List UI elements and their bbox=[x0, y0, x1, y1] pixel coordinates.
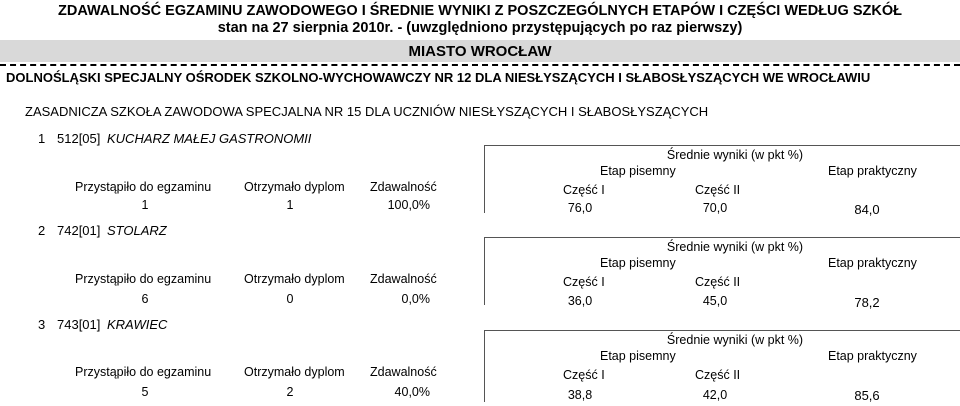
part1-label: Część I bbox=[563, 183, 605, 197]
exam-takers-label: Przystąpiło do egzaminu bbox=[75, 272, 212, 286]
part1-value: 76,0 bbox=[567, 201, 593, 215]
school-name: ZASADNICZA SZKOŁA ZAWODOWA SPECJALNA NR 15 DLA UCZNIÓW NIESŁYSZĄCYCH I SŁABOSŁYSZĄCYCH bbox=[25, 104, 709, 119]
exam-takers-value: 5 bbox=[141, 385, 149, 399]
table-divider bbox=[484, 237, 485, 305]
part2-value: 70,0 bbox=[702, 201, 728, 215]
profession-number: 2 bbox=[38, 223, 46, 238]
part1-label: Część I bbox=[563, 275, 605, 289]
pass-rate-label: Zdawalność bbox=[370, 272, 437, 286]
diplomas-label: Otrzymało dyplom bbox=[244, 272, 345, 286]
table-divider bbox=[484, 145, 960, 146]
profession-number: 1 bbox=[38, 131, 46, 146]
profession-number: 3 bbox=[38, 317, 46, 332]
written-stage-label: Etap pisemny bbox=[600, 256, 676, 270]
avg-results-label: Średnie wyniki (w pkt %) bbox=[666, 148, 804, 162]
practical-stage-label: Etap praktyczny bbox=[828, 256, 917, 270]
pass-rate-value: 100,0% bbox=[387, 198, 430, 212]
exam-takers-label: Przystąpiło do egzaminu bbox=[75, 180, 212, 194]
profession-code: 743[01] bbox=[57, 317, 101, 332]
practical-stage-label: Etap praktyczny bbox=[828, 349, 917, 363]
exam-takers-label: Przystąpiło do egzaminu bbox=[75, 365, 212, 379]
table-divider bbox=[484, 330, 960, 331]
profession-name: KRAWIEC bbox=[107, 317, 168, 332]
avg-results-label: Średnie wyniki (w pkt %) bbox=[666, 333, 804, 347]
part2-label: Część II bbox=[695, 183, 741, 197]
part1-value: 38,8 bbox=[567, 388, 593, 402]
practical-value: 78,2 bbox=[854, 295, 880, 310]
report-subtitle: stan na 27 sierpnia 2010r. - (uwzględniono przystępujących po raz pierwszy) bbox=[217, 20, 743, 36]
part2-label: Część II bbox=[695, 275, 741, 289]
pass-rate-label: Zdawalność bbox=[370, 180, 437, 194]
institution-name: DOLNOŚLĄSKI SPECJALNY OŚRODEK SZKOLNO-WYCHOWAWCZY NR 12 DLA NIESŁYSZĄCYCH I SŁABOSŁYSZĄCYCH WE WROCŁAWIU bbox=[6, 70, 871, 85]
pass-rate-value: 0,0% bbox=[401, 292, 430, 306]
diplomas-value: 1 bbox=[286, 198, 294, 212]
written-stage-label: Etap pisemny bbox=[600, 164, 676, 178]
pass-rate-value: 40,0% bbox=[394, 385, 430, 399]
part1-label: Część I bbox=[563, 368, 605, 382]
part1-value: 36,0 bbox=[567, 294, 593, 308]
diplomas-value: 0 bbox=[286, 292, 294, 306]
table-divider bbox=[484, 330, 485, 402]
diplomas-label: Otrzymało dyplom bbox=[244, 180, 345, 194]
diplomas-value: 2 bbox=[286, 385, 294, 399]
exam-takers-value: 6 bbox=[141, 292, 149, 306]
diplomas-label: Otrzymało dyplom bbox=[244, 365, 345, 379]
exam-takers-value: 1 bbox=[141, 198, 149, 212]
city-name: MIASTO WROCŁAW bbox=[408, 43, 552, 60]
part2-label: Część II bbox=[695, 368, 741, 382]
practical-stage-label: Etap praktyczny bbox=[828, 164, 917, 178]
profession-code: 512[05] bbox=[57, 131, 101, 146]
table-divider bbox=[484, 145, 485, 213]
part2-value: 45,0 bbox=[702, 294, 728, 308]
table-divider bbox=[484, 237, 960, 238]
part2-value: 42,0 bbox=[702, 388, 728, 402]
avg-results-label: Średnie wyniki (w pkt %) bbox=[666, 240, 804, 254]
practical-value: 85,6 bbox=[854, 388, 880, 403]
written-stage-label: Etap pisemny bbox=[600, 349, 676, 363]
pass-rate-label: Zdawalność bbox=[370, 365, 437, 379]
report-title: ZDAWALNOŚĆ EGZAMINU ZAWODOWEGO I ŚREDNIE WYNIKI Z POSZCZEGÓLNYCH ETAPÓW I CZĘŚCI WEDŁUG SZKÓŁ bbox=[58, 3, 902, 19]
profession-code: 742[01] bbox=[57, 223, 101, 238]
profession-name: STOLARZ bbox=[107, 223, 167, 238]
practical-value: 84,0 bbox=[854, 202, 880, 217]
dashed-divider bbox=[0, 64, 960, 66]
profession-name: KUCHARZ MAŁEJ GASTRONOMII bbox=[107, 131, 312, 146]
